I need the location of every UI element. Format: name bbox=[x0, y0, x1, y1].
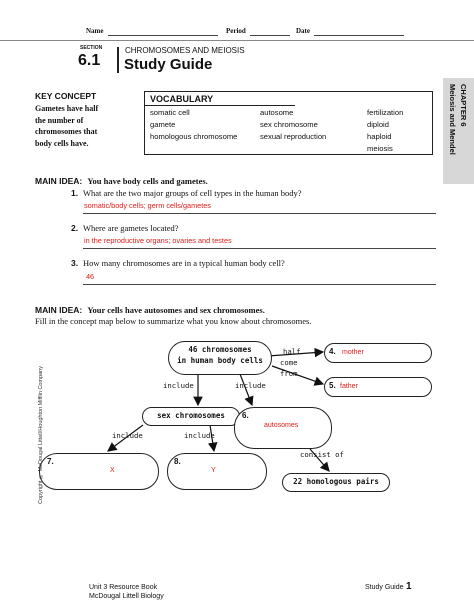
chapter-subtitle: Meiosis and Mendel bbox=[448, 84, 457, 155]
box-number: 8. bbox=[174, 457, 181, 466]
key-concept-line: chromosomes that bbox=[35, 127, 98, 136]
footer-label: Study Guide bbox=[365, 584, 404, 591]
key-concept-line: body cells have. bbox=[35, 138, 89, 148]
key-concept-line: Gametes have half bbox=[35, 104, 99, 113]
name-label: Name bbox=[86, 27, 104, 35]
box-answer[interactable]: X bbox=[110, 467, 115, 474]
section-label: SECTION bbox=[80, 45, 103, 51]
sex-chromosomes-label: sex chromosomes bbox=[157, 411, 225, 420]
box-number: 7. bbox=[47, 457, 54, 466]
concept-map-instruction: Fill in the concept map below to summarize what you know about chromosomes. bbox=[35, 316, 312, 326]
answer-text[interactable]: 46 bbox=[86, 272, 95, 281]
main-idea-text: Your cells have autosomes and sex chromosomes. bbox=[87, 305, 265, 315]
box-number: 4. bbox=[329, 347, 336, 356]
question-number: 2. bbox=[71, 223, 79, 233]
period-label: Period bbox=[226, 27, 246, 35]
main-concept-line: 46 chromosomes bbox=[188, 345, 252, 354]
vocab-term: meiosis bbox=[367, 144, 393, 153]
link-label-from: from bbox=[280, 369, 298, 378]
chapter-label: CHAPTER 6 bbox=[459, 84, 468, 127]
footer-book: Unit 3 Resource Book bbox=[89, 584, 158, 591]
box-answer[interactable]: autosomes bbox=[264, 422, 299, 429]
vocab-term: sex chromosome bbox=[260, 120, 318, 129]
question-number: 3. bbox=[71, 258, 79, 268]
key-concept-heading: KEY CONCEPT bbox=[35, 91, 97, 101]
section-topic: CHROMOSOMES AND MEIOSIS bbox=[125, 46, 245, 55]
page-title: Study Guide bbox=[124, 56, 213, 73]
box-answer[interactable]: Y bbox=[211, 467, 216, 474]
vocab-term: autosome bbox=[260, 108, 294, 117]
box-answer[interactable]: father bbox=[340, 383, 358, 390]
box-number: 5. bbox=[329, 381, 336, 390]
vocab-term: somatic cell bbox=[150, 108, 190, 117]
concept-box-7[interactable] bbox=[39, 453, 159, 490]
main-concept-line: in human body cells bbox=[177, 356, 263, 365]
vocabulary-heading: VOCABULARY bbox=[150, 94, 214, 104]
main-idea-text: You have body cells and gametes. bbox=[87, 176, 208, 186]
concept-box-8[interactable] bbox=[167, 453, 267, 490]
date-label: Date bbox=[296, 27, 310, 35]
main-idea-label: MAIN IDEA: bbox=[35, 305, 83, 315]
question-text: How many chromosomes are in a typical human body cell? bbox=[83, 258, 285, 268]
footer-publisher: McDougal Littell Biology bbox=[89, 593, 164, 600]
link-label-half: half bbox=[283, 347, 301, 356]
link-label-include: include bbox=[163, 381, 194, 390]
box-answer[interactable]: mother bbox=[342, 349, 364, 356]
link-label-come: come bbox=[280, 358, 298, 367]
link-label-consist-of: consist of bbox=[300, 450, 344, 459]
homologous-pairs-label: 22 homologous pairs bbox=[293, 477, 379, 486]
key-concept-line: the number of bbox=[35, 115, 84, 125]
vocab-term: gamete bbox=[150, 120, 176, 129]
vocab-term: haploid bbox=[367, 132, 392, 141]
question-text: What are the two major groups of cell types in the human body? bbox=[83, 188, 302, 198]
vocab-term: homologous chromosome bbox=[150, 132, 238, 141]
concept-box-4[interactable] bbox=[324, 343, 432, 363]
link-label-include: include bbox=[235, 381, 266, 390]
link-label-include: include bbox=[184, 431, 215, 440]
link-label-include: include bbox=[112, 431, 143, 440]
main-idea-label: MAIN IDEA: bbox=[35, 176, 83, 186]
answer-text[interactable]: somatic/body cells; germ cells/gametes bbox=[84, 201, 211, 210]
box-number: 6. bbox=[242, 411, 249, 420]
vocab-term: diploid bbox=[367, 120, 389, 129]
vocab-term: fertilization bbox=[367, 108, 404, 117]
answer-text[interactable]: in the reproductive organs; ovaries and testes bbox=[84, 236, 232, 245]
question-number: 1. bbox=[71, 188, 79, 198]
question-text: Where are gametes located? bbox=[83, 223, 179, 233]
copyright-notice: Copyright © McDougal Littell/Houghton Mifflin Company bbox=[38, 366, 44, 504]
section-number: 6.1 bbox=[78, 52, 101, 69]
vocab-term: sexual reproduction bbox=[260, 132, 327, 141]
page-number: 1 bbox=[406, 581, 412, 592]
